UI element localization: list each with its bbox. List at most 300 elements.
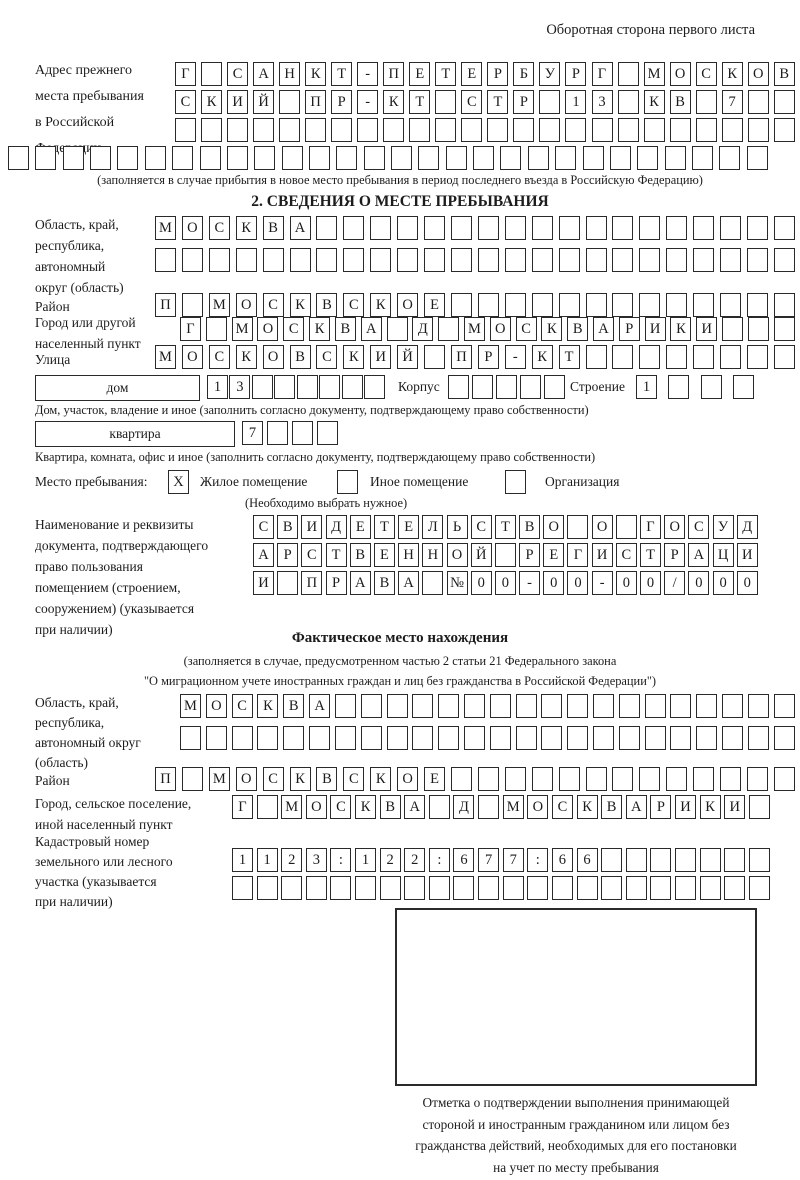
char-cell[interactable]: Т — [487, 90, 508, 114]
char-cell[interactable]: Т — [409, 90, 430, 114]
char-cell[interactable] — [330, 876, 351, 900]
char-cell[interactable] — [478, 216, 499, 240]
char-cell[interactable] — [355, 876, 376, 900]
char-cell[interactable]: 0 — [737, 571, 758, 595]
char-cell[interactable] — [774, 694, 795, 718]
char-cell[interactable]: В — [316, 293, 337, 317]
char-cell[interactable]: К — [700, 795, 721, 819]
char-cell[interactable]: Е — [424, 293, 445, 317]
char-cell[interactable]: К — [290, 767, 311, 791]
char-cell[interactable] — [693, 248, 714, 272]
char-cell[interactable] — [586, 767, 607, 791]
char-cell[interactable] — [496, 375, 517, 399]
char-cell[interactable] — [391, 146, 412, 170]
char-cell[interactable] — [720, 345, 741, 369]
char-cell[interactable]: 7 — [722, 90, 743, 114]
char-cell[interactable] — [774, 767, 795, 791]
char-cell[interactable] — [532, 293, 553, 317]
char-cell[interactable] — [555, 146, 576, 170]
char-cell[interactable]: 2 — [380, 848, 401, 872]
char-cell[interactable] — [201, 118, 222, 142]
char-cell[interactable]: Е — [398, 515, 419, 539]
char-cell[interactable] — [619, 726, 640, 750]
char-cell[interactable]: В — [380, 795, 401, 819]
char-cell[interactable]: В — [290, 345, 311, 369]
char-cell[interactable]: 7 — [242, 421, 263, 445]
char-cell[interactable] — [500, 146, 521, 170]
char-cell[interactable] — [357, 118, 378, 142]
char-cell[interactable]: А — [404, 795, 425, 819]
char-cell[interactable] — [559, 293, 580, 317]
char-cell[interactable] — [453, 876, 474, 900]
char-cell[interactable] — [559, 248, 580, 272]
char-cell[interactable] — [336, 146, 357, 170]
char-cell[interactable]: С — [616, 543, 637, 567]
char-cell[interactable] — [274, 375, 295, 399]
char-cell[interactable]: В — [350, 543, 371, 567]
char-cell[interactable] — [720, 293, 741, 317]
char-cell[interactable] — [532, 767, 553, 791]
char-cell[interactable] — [487, 118, 508, 142]
char-cell[interactable]: Й — [397, 345, 418, 369]
char-cell[interactable]: О — [206, 694, 227, 718]
char-cell[interactable] — [364, 146, 385, 170]
char-cell[interactable] — [619, 694, 640, 718]
char-cell[interactable] — [370, 248, 391, 272]
char-cell[interactable]: Р — [619, 317, 640, 341]
char-cell[interactable]: А — [398, 571, 419, 595]
char-cell[interactable]: М — [209, 767, 230, 791]
char-cell[interactable] — [670, 118, 691, 142]
char-cell[interactable]: Г — [592, 62, 613, 86]
char-cell[interactable]: П — [155, 293, 176, 317]
char-cell[interactable]: Р — [664, 543, 685, 567]
char-cell[interactable] — [478, 795, 499, 819]
char-cell[interactable]: П — [383, 62, 404, 86]
char-cell[interactable]: У — [713, 515, 734, 539]
char-cell[interactable]: И — [253, 571, 274, 595]
char-cell[interactable]: И — [675, 795, 696, 819]
char-cell[interactable]: С — [471, 515, 492, 539]
char-cell[interactable]: К — [309, 317, 330, 341]
char-cell[interactable]: И — [227, 90, 248, 114]
char-cell[interactable] — [297, 375, 318, 399]
char-cell[interactable] — [306, 876, 327, 900]
char-cell[interactable] — [422, 571, 443, 595]
char-cell[interactable] — [361, 694, 382, 718]
char-cell[interactable]: 0 — [713, 571, 734, 595]
char-cell[interactable] — [749, 876, 770, 900]
char-cell[interactable] — [254, 146, 275, 170]
char-cell[interactable]: 7 — [478, 848, 499, 872]
char-cell[interactable] — [283, 726, 304, 750]
char-cell[interactable]: - — [357, 62, 378, 86]
char-cell[interactable] — [206, 726, 227, 750]
char-cell[interactable] — [610, 146, 631, 170]
char-cell[interactable] — [387, 726, 408, 750]
char-cell[interactable] — [541, 726, 562, 750]
char-cell[interactable]: В — [316, 767, 337, 791]
char-cell[interactable]: № — [447, 571, 468, 595]
char-cell[interactable] — [520, 375, 541, 399]
char-cell[interactable] — [253, 118, 274, 142]
char-cell[interactable] — [616, 515, 637, 539]
char-cell[interactable] — [172, 146, 193, 170]
char-cell[interactable]: В — [283, 694, 304, 718]
char-cell[interactable] — [232, 726, 253, 750]
char-cell[interactable] — [719, 146, 740, 170]
char-cell[interactable]: С — [552, 795, 573, 819]
char-cell[interactable] — [319, 375, 340, 399]
char-cell[interactable] — [700, 848, 721, 872]
char-cell[interactable]: А — [309, 694, 330, 718]
char-cell[interactable]: 1 — [636, 375, 657, 399]
char-cell[interactable] — [257, 795, 278, 819]
char-cell[interactable] — [342, 375, 363, 399]
char-cell[interactable]: 6 — [552, 848, 573, 872]
char-cell[interactable] — [577, 876, 598, 900]
char-cell[interactable] — [700, 876, 721, 900]
char-cell[interactable] — [451, 216, 472, 240]
char-cell[interactable] — [645, 726, 666, 750]
char-cell[interactable]: К — [541, 317, 562, 341]
char-cell[interactable] — [182, 248, 203, 272]
char-cell[interactable]: Д — [412, 317, 433, 341]
char-cell[interactable] — [774, 216, 795, 240]
char-cell[interactable] — [316, 216, 337, 240]
char-cell[interactable] — [490, 694, 511, 718]
char-cell[interactable]: А — [626, 795, 647, 819]
char-cell[interactable]: Р — [478, 345, 499, 369]
checkbox-organization[interactable] — [505, 470, 526, 494]
char-cell[interactable]: 7 — [503, 848, 524, 872]
char-cell[interactable] — [650, 848, 671, 872]
char-cell[interactable] — [539, 118, 560, 142]
char-cell[interactable]: : — [330, 848, 351, 872]
char-cell[interactable]: П — [155, 767, 176, 791]
char-cell[interactable] — [35, 146, 56, 170]
char-cell[interactable]: К — [290, 293, 311, 317]
char-cell[interactable]: О — [664, 515, 685, 539]
char-cell[interactable]: В — [374, 571, 395, 595]
char-cell[interactable]: В — [774, 62, 795, 86]
char-cell[interactable] — [559, 216, 580, 240]
char-cell[interactable] — [429, 795, 450, 819]
char-cell[interactable]: К — [236, 216, 257, 240]
char-cell[interactable]: Р — [565, 62, 586, 86]
char-cell[interactable] — [670, 726, 691, 750]
char-cell[interactable]: А — [253, 543, 274, 567]
house-named-box[interactable]: дом — [35, 375, 200, 401]
char-cell[interactable]: С — [301, 543, 322, 567]
char-cell[interactable] — [387, 694, 408, 718]
char-cell[interactable]: М — [180, 694, 201, 718]
char-cell[interactable]: Й — [253, 90, 274, 114]
char-cell[interactable] — [424, 345, 445, 369]
char-cell[interactable] — [209, 248, 230, 272]
char-cell[interactable]: Г — [180, 317, 201, 341]
char-cell[interactable] — [305, 118, 326, 142]
char-cell[interactable]: И — [301, 515, 322, 539]
char-cell[interactable]: П — [451, 345, 472, 369]
char-cell[interactable] — [693, 345, 714, 369]
char-cell[interactable]: С — [209, 216, 230, 240]
char-cell[interactable]: О — [182, 216, 203, 240]
char-cell[interactable] — [618, 62, 639, 86]
char-cell[interactable] — [749, 795, 770, 819]
char-cell[interactable]: - — [505, 345, 526, 369]
char-cell[interactable]: К — [532, 345, 553, 369]
char-cell[interactable] — [618, 118, 639, 142]
char-cell[interactable] — [263, 248, 284, 272]
char-cell[interactable]: 1 — [355, 848, 376, 872]
char-cell[interactable] — [461, 118, 482, 142]
char-cell[interactable] — [645, 694, 666, 718]
char-cell[interactable] — [309, 726, 330, 750]
char-cell[interactable]: А — [688, 543, 709, 567]
char-cell[interactable] — [567, 515, 588, 539]
char-cell[interactable] — [182, 293, 203, 317]
char-cell[interactable]: 3 — [592, 90, 613, 114]
char-cell[interactable] — [90, 146, 111, 170]
char-cell[interactable] — [692, 146, 713, 170]
apartment-named-box[interactable]: квартира — [35, 421, 235, 447]
char-cell[interactable] — [478, 293, 499, 317]
char-cell[interactable] — [774, 248, 795, 272]
char-cell[interactable]: Р — [331, 90, 352, 114]
char-cell[interactable]: О — [263, 345, 284, 369]
char-cell[interactable] — [409, 118, 430, 142]
char-cell[interactable] — [544, 375, 565, 399]
char-cell[interactable]: М — [644, 62, 665, 86]
char-cell[interactable]: 0 — [567, 571, 588, 595]
char-cell[interactable]: С — [209, 345, 230, 369]
char-cell[interactable] — [490, 726, 511, 750]
char-cell[interactable]: К — [201, 90, 222, 114]
char-cell[interactable] — [774, 345, 795, 369]
char-cell[interactable]: О — [236, 767, 257, 791]
char-cell[interactable]: Е — [543, 543, 564, 567]
char-cell[interactable] — [252, 375, 273, 399]
char-cell[interactable]: 2 — [281, 848, 302, 872]
char-cell[interactable] — [505, 216, 526, 240]
checkbox-residential[interactable]: X — [168, 470, 189, 494]
char-cell[interactable] — [747, 146, 768, 170]
char-cell[interactable]: Т — [374, 515, 395, 539]
char-cell[interactable] — [749, 848, 770, 872]
char-cell[interactable] — [180, 726, 201, 750]
char-cell[interactable]: А — [290, 216, 311, 240]
char-cell[interactable]: Р — [513, 90, 534, 114]
char-cell[interactable] — [451, 248, 472, 272]
char-cell[interactable] — [206, 317, 227, 341]
char-cell[interactable] — [182, 767, 203, 791]
char-cell[interactable]: С — [696, 62, 717, 86]
char-cell[interactable] — [612, 767, 633, 791]
char-cell[interactable] — [774, 726, 795, 750]
char-cell[interactable] — [722, 726, 743, 750]
char-cell[interactable]: К — [343, 345, 364, 369]
char-cell[interactable]: С — [343, 767, 364, 791]
char-cell[interactable] — [335, 694, 356, 718]
char-cell[interactable]: Р — [326, 571, 347, 595]
char-cell[interactable]: 0 — [471, 571, 492, 595]
char-cell[interactable] — [626, 848, 647, 872]
char-cell[interactable] — [317, 421, 338, 445]
char-cell[interactable] — [639, 248, 660, 272]
char-cell[interactable]: В — [670, 90, 691, 114]
char-cell[interactable] — [701, 375, 722, 399]
char-cell[interactable]: 0 — [495, 571, 516, 595]
char-cell[interactable] — [495, 543, 516, 567]
char-cell[interactable] — [438, 317, 459, 341]
char-cell[interactable] — [644, 118, 665, 142]
char-cell[interactable]: 2 — [404, 848, 425, 872]
char-cell[interactable] — [650, 876, 671, 900]
char-cell[interactable] — [335, 726, 356, 750]
char-cell[interactable] — [281, 876, 302, 900]
char-cell[interactable] — [601, 876, 622, 900]
char-cell[interactable] — [724, 876, 745, 900]
char-cell[interactable]: К — [722, 62, 743, 86]
char-cell[interactable] — [435, 90, 456, 114]
char-cell[interactable]: А — [350, 571, 371, 595]
char-cell[interactable] — [117, 146, 138, 170]
char-cell[interactable] — [593, 694, 614, 718]
char-cell[interactable]: Е — [461, 62, 482, 86]
char-cell[interactable] — [370, 216, 391, 240]
char-cell[interactable] — [257, 876, 278, 900]
char-cell[interactable] — [279, 118, 300, 142]
char-cell[interactable]: М — [155, 345, 176, 369]
char-cell[interactable] — [748, 317, 769, 341]
char-cell[interactable] — [200, 146, 221, 170]
char-cell[interactable] — [397, 216, 418, 240]
char-cell[interactable]: К — [236, 345, 257, 369]
char-cell[interactable] — [8, 146, 29, 170]
char-cell[interactable] — [516, 726, 537, 750]
char-cell[interactable]: 3 — [306, 848, 327, 872]
char-cell[interactable]: К — [383, 90, 404, 114]
char-cell[interactable]: В — [601, 795, 622, 819]
char-cell[interactable] — [733, 375, 754, 399]
char-cell[interactable]: В — [567, 317, 588, 341]
char-cell[interactable]: С — [253, 515, 274, 539]
char-cell[interactable]: О — [236, 293, 257, 317]
char-cell[interactable] — [639, 216, 660, 240]
char-cell[interactable]: Н — [279, 62, 300, 86]
char-cell[interactable] — [227, 118, 248, 142]
char-cell[interactable]: 6 — [577, 848, 598, 872]
char-cell[interactable]: Р — [487, 62, 508, 86]
char-cell[interactable] — [309, 146, 330, 170]
char-cell[interactable] — [541, 694, 562, 718]
char-cell[interactable] — [404, 876, 425, 900]
char-cell[interactable]: Р — [519, 543, 540, 567]
char-cell[interactable] — [592, 118, 613, 142]
char-cell[interactable]: К — [370, 767, 391, 791]
char-cell[interactable]: М — [464, 317, 485, 341]
char-cell[interactable] — [412, 694, 433, 718]
char-cell[interactable]: О — [257, 317, 278, 341]
char-cell[interactable]: С — [283, 317, 304, 341]
char-cell[interactable]: Т — [331, 62, 352, 86]
char-cell[interactable] — [503, 876, 524, 900]
char-cell[interactable] — [532, 248, 553, 272]
char-cell[interactable]: О — [670, 62, 691, 86]
char-cell[interactable] — [722, 118, 743, 142]
char-cell[interactable]: М — [209, 293, 230, 317]
char-cell[interactable]: О — [490, 317, 511, 341]
char-cell[interactable]: Т — [495, 515, 516, 539]
char-cell[interactable] — [282, 146, 303, 170]
char-cell[interactable] — [424, 216, 445, 240]
char-cell[interactable]: М — [155, 216, 176, 240]
char-cell[interactable] — [639, 293, 660, 317]
char-cell[interactable]: Н — [398, 543, 419, 567]
char-cell[interactable] — [516, 694, 537, 718]
char-cell[interactable] — [316, 248, 337, 272]
char-cell[interactable] — [666, 345, 687, 369]
char-cell[interactable]: К — [577, 795, 598, 819]
char-cell[interactable]: Д — [326, 515, 347, 539]
char-cell[interactable]: С — [316, 345, 337, 369]
char-cell[interactable]: Л — [422, 515, 443, 539]
char-cell[interactable] — [774, 118, 795, 142]
char-cell[interactable] — [397, 248, 418, 272]
char-cell[interactable]: - — [357, 90, 378, 114]
char-cell[interactable] — [513, 118, 534, 142]
char-cell[interactable] — [438, 726, 459, 750]
char-cell[interactable] — [539, 90, 560, 114]
char-cell[interactable] — [201, 62, 222, 86]
char-cell[interactable] — [747, 248, 768, 272]
char-cell[interactable] — [666, 767, 687, 791]
char-cell[interactable] — [451, 293, 472, 317]
char-cell[interactable] — [435, 118, 456, 142]
char-cell[interactable]: 0 — [688, 571, 709, 595]
char-cell[interactable] — [720, 248, 741, 272]
char-cell[interactable]: К — [305, 62, 326, 86]
char-cell[interactable] — [626, 876, 647, 900]
char-cell[interactable] — [665, 146, 686, 170]
char-cell[interactable] — [774, 317, 795, 341]
char-cell[interactable]: С — [516, 317, 537, 341]
char-cell[interactable]: О — [397, 293, 418, 317]
char-cell[interactable]: И — [737, 543, 758, 567]
char-cell[interactable] — [257, 726, 278, 750]
char-cell[interactable] — [528, 146, 549, 170]
char-cell[interactable] — [464, 726, 485, 750]
char-cell[interactable] — [478, 767, 499, 791]
char-cell[interactable] — [478, 248, 499, 272]
char-cell[interactable]: О — [543, 515, 564, 539]
char-cell[interactable] — [666, 248, 687, 272]
char-cell[interactable]: 1 — [232, 848, 253, 872]
char-cell[interactable] — [292, 421, 313, 445]
char-cell[interactable]: С — [175, 90, 196, 114]
char-cell[interactable]: : — [527, 848, 548, 872]
char-cell[interactable] — [720, 767, 741, 791]
char-cell[interactable]: 0 — [543, 571, 564, 595]
char-cell[interactable]: К — [355, 795, 376, 819]
char-cell[interactable]: Р — [277, 543, 298, 567]
char-cell[interactable]: П — [305, 90, 326, 114]
char-cell[interactable]: Т — [435, 62, 456, 86]
char-cell[interactable]: Р — [650, 795, 671, 819]
char-cell[interactable] — [612, 345, 633, 369]
char-cell[interactable] — [567, 726, 588, 750]
